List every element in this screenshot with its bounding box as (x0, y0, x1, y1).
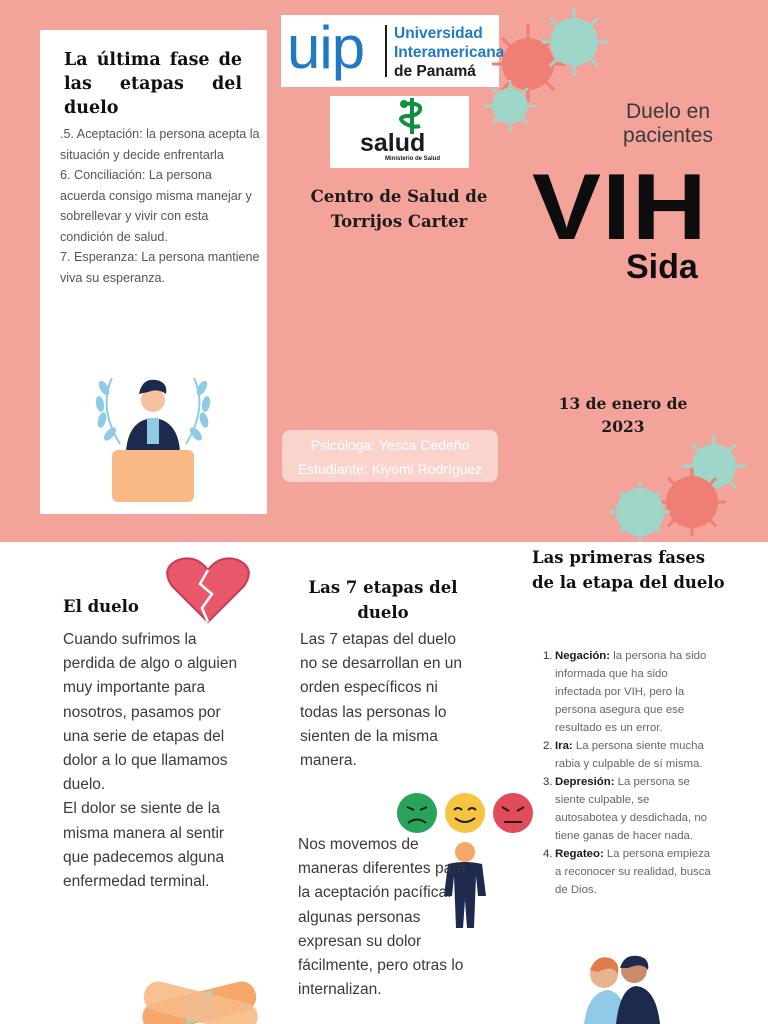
student-name: Estudiante: Kiyomi Rodríguez (297, 461, 483, 477)
list-item (543, 845, 715, 899)
el-duelo-paragraph-2: El dolor se siente de la misma manera al sentir que padecemos alguna enfermedad terminal. (63, 800, 225, 891)
list-item (543, 647, 715, 737)
credits-box (282, 430, 498, 482)
salud-word: salud (360, 129, 426, 157)
health-center-name: Centro de Salud de Torrijos Carter (310, 187, 488, 231)
bandage-icon (138, 970, 262, 1024)
minsa-logo (330, 96, 469, 168)
phase-5-text: .5. Aceptación: la persona acepta la situación y decide enfrentarla (60, 127, 260, 162)
list-item-text: La persona se siente culpable, se autosabotea y desdichada, no tiene ganas de hacer nada. (555, 776, 707, 842)
list-item-text: la persona ha sido informada que ha sido infectada por VIH, pero la persona asegura que ese resultado es un error. (555, 650, 707, 734)
primeras-fases-list (543, 647, 715, 899)
uip-mark: uip (287, 14, 365, 81)
last-phase-body (60, 124, 260, 288)
speaker-laurel-illustration (90, 348, 216, 508)
psychologist-name: Psicóloga: Yesca Cedeño (310, 437, 470, 453)
ministerio-label: Ministerio de Salud (385, 156, 441, 162)
list-item-term: Regateo: (555, 848, 604, 860)
university-line-3: de Panamá (394, 63, 476, 80)
list-item (543, 737, 715, 773)
virus-cluster-top-icon (478, 4, 618, 136)
list-item-number: 1. (543, 650, 553, 662)
cover-title-sida: Sida (626, 248, 698, 286)
broken-heart-icon (166, 556, 250, 624)
list-item-number: 4. (543, 848, 553, 860)
university-line-2: Interamericana (394, 44, 505, 61)
siete-etapas-body-2 (298, 833, 470, 1002)
el-duelo-body (63, 628, 243, 894)
emotion-faces-icon (396, 792, 536, 834)
last-phase-card (40, 30, 267, 514)
siete-etapas-title: Las 7 etapas del duelo (308, 578, 458, 622)
phase-6-text: 6. Conciliación: La persona acuerda consigo misma manejar y sobrellevar y vivir con esta condición de salud. (60, 168, 252, 244)
el-duelo-title: El duelo (63, 597, 139, 616)
siete-etapas-paragraph-1: Las 7 etapas del duelo no se desarrollan en un orden específicos ni todas las personas lo sienten de la misma manera. (300, 631, 463, 770)
logo-divider (385, 25, 387, 77)
list-item-term: Negación: (555, 650, 611, 662)
cover-subtitle-line-1: Duelo en (625, 100, 711, 123)
siete-etapas-paragraph-2: Nos movemos de maneras diferentes para la aceptación pacífica. (298, 836, 467, 902)
list-item-text: La persona siente mucha rabia y culpable de sí misma. (555, 740, 704, 770)
cover-date: 13 de enero de 2023 (558, 394, 688, 436)
cover-subtitle (598, 100, 738, 148)
last-phase-title: La última fase de las etapas del duelo (64, 50, 242, 118)
university-line-1: Universidad (394, 25, 483, 42)
cover-title-vih: VIH (532, 154, 708, 259)
siete-etapas-paragraph-3: algunas personas expresan su dolor fácilmente, pero otras lo internalizan. (298, 908, 464, 999)
phase-7-text: 7. Esperanza: La persona mantiene viva su esperanza. (60, 250, 260, 285)
list-item-text: La persona empieza a reconocer su realidad, busca de Dios. (555, 848, 711, 896)
list-item-number: 3. (543, 776, 553, 788)
cover-subtitle-line-2: pacientes (623, 124, 713, 147)
uip-university-logo (281, 14, 505, 87)
list-item-term: Depresión: (555, 776, 615, 788)
primeras-fases-title: Las primeras fases de la etapa del duelo (532, 548, 725, 592)
virus-cluster-bottom-icon (604, 432, 750, 544)
list-item-term: Ira: (555, 740, 573, 752)
el-duelo-paragraph-1: Cuando sufrimos la perdida de algo o alguien muy importante para nosotros, pasamos por una serie de etapas del dolor a lo que llamamos duelo. (63, 631, 238, 794)
list-item (543, 773, 715, 845)
list-item-number: 2. (543, 740, 553, 752)
people-group-illustration (576, 950, 666, 1024)
